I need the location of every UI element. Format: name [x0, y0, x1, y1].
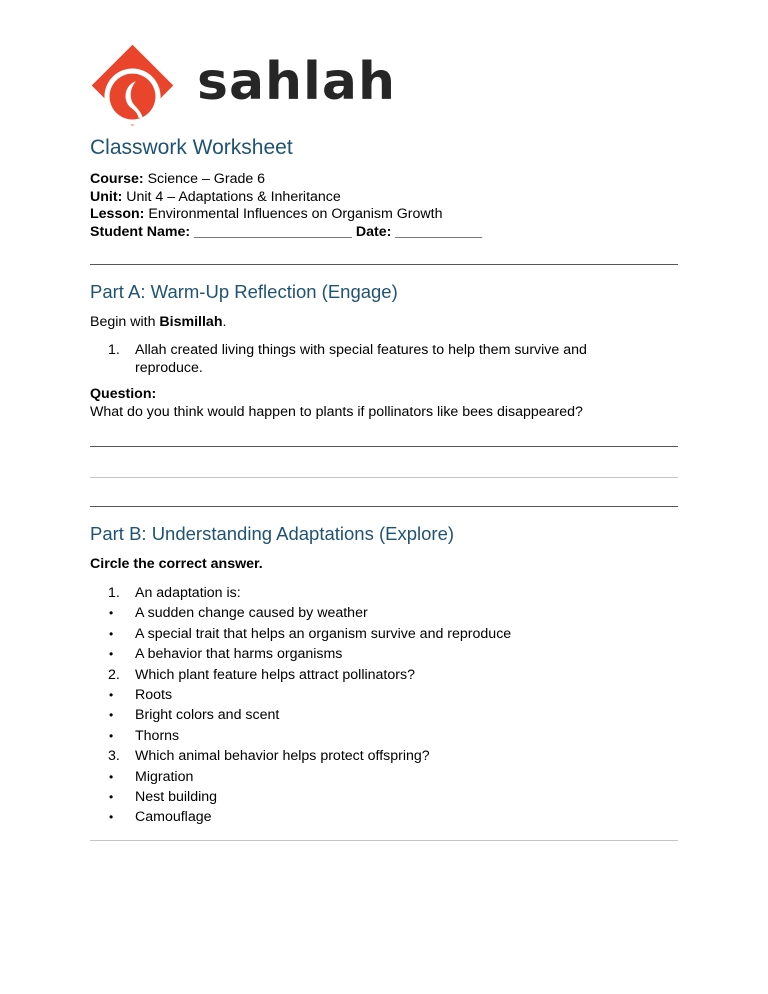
course-label: Course:	[90, 171, 144, 187]
answer-line-2[interactable]	[90, 477, 678, 478]
date-field[interactable]: ___________	[395, 223, 483, 240]
list-item: Allah created living things with special features to help them survive and reproduce.	[135, 342, 587, 376]
option-text: A special trait that helps an organism survive and reproduce	[135, 625, 512, 642]
option-text: Camouflage	[135, 809, 212, 826]
answer-option[interactable]	[108, 726, 668, 746]
date-label: Date:	[355, 223, 392, 240]
question-text: Which plant feature helps attract pollinators?	[135, 666, 415, 683]
list-item	[108, 746, 668, 766]
answer-option[interactable]	[108, 787, 668, 807]
option-text: A behavior that harms organisms	[135, 646, 343, 663]
question-block	[90, 386, 678, 421]
instruction-text: Circle the correct answer.	[90, 556, 263, 572]
part-b-question-list	[108, 583, 668, 828]
part-b-instruction	[90, 556, 678, 574]
bullet-icon: •	[109, 789, 114, 804]
answer-option[interactable]	[108, 685, 668, 705]
question-text: Which animal behavior helps protect offspring?	[135, 748, 430, 765]
worksheet-meta	[90, 171, 482, 241]
item-number: 1.	[108, 585, 120, 601]
option-text: Roots	[135, 686, 173, 703]
answer-option[interactable]	[108, 705, 668, 725]
answer-option[interactable]	[108, 644, 668, 664]
list-item	[108, 583, 668, 603]
lesson-row	[90, 206, 482, 224]
answer-line-1[interactable]	[90, 446, 678, 447]
question-text: An adaptation is:	[135, 585, 241, 601]
lesson-value: Environmental Influences on Organism Growth	[148, 206, 443, 222]
sahlah-wordmark: sahlah	[197, 52, 396, 112]
unit-label: Unit:	[90, 188, 123, 205]
part-a-list	[108, 342, 648, 377]
unit-row	[90, 189, 482, 207]
course-value: Science – Grade 6	[147, 171, 266, 187]
option-text: A sudden change caused by weather	[135, 605, 368, 622]
answer-option[interactable]	[108, 807, 668, 827]
answer-option[interactable]	[108, 767, 668, 787]
option-text: Bright colors and scent	[135, 707, 280, 724]
bullet-icon: •	[109, 626, 114, 641]
item-number: 3.	[108, 748, 120, 765]
list-number: 1.	[108, 342, 120, 358]
part-a-title: Part A: Warm-Up Reflection (Engage)	[90, 281, 398, 302]
bullet-icon: •	[109, 708, 114, 723]
bullet-icon: •	[109, 606, 114, 621]
intro-suffix: .	[222, 314, 227, 330]
student-name-field[interactable]: ____________________	[194, 223, 352, 240]
page-title: Classwork Worksheet	[90, 136, 293, 159]
student-row	[90, 224, 482, 242]
bullet-icon: •	[109, 687, 114, 702]
option-text: Nest building	[135, 788, 218, 805]
option-text: Migration	[135, 768, 194, 785]
divider	[90, 264, 678, 265]
part-a-intro	[90, 314, 678, 332]
item-number: 2.	[108, 666, 120, 683]
bullet-icon: •	[109, 810, 114, 825]
student-name-label: Student Name:	[90, 223, 191, 240]
answer-option[interactable]	[108, 603, 668, 623]
intro-bold: Bismillah	[159, 314, 223, 330]
option-text: Thorns	[135, 727, 180, 744]
list-item	[108, 665, 668, 685]
question-label: Question:	[90, 386, 157, 402]
unit-value: Unit 4 – Adaptations & Inheritance	[126, 188, 341, 205]
sahlah-logo-icon	[90, 43, 175, 128]
answer-option[interactable]	[108, 624, 668, 644]
question-text: What do you think would happen to plants if pollinators like bees disappeared?	[90, 403, 583, 420]
bullet-icon: •	[109, 769, 114, 784]
intro-prefix: Begin with	[90, 314, 160, 330]
part-b-title: Part B: Understanding Adaptations (Explore)	[90, 523, 455, 544]
sahlah-logo	[90, 43, 400, 128]
divider	[90, 840, 678, 841]
bullet-icon: •	[109, 728, 114, 743]
bullet-icon: •	[109, 647, 114, 662]
answer-line-3[interactable]	[90, 506, 678, 507]
lesson-label: Lesson:	[90, 206, 145, 222]
course-row	[90, 171, 482, 189]
